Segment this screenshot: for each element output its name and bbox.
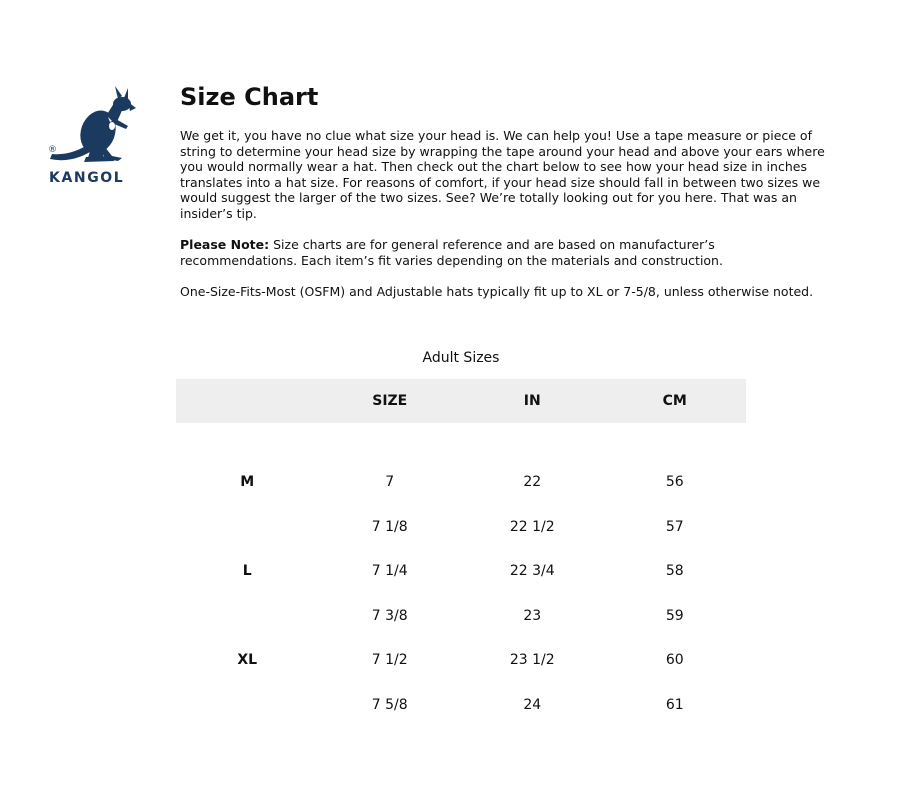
cm-cell: 56 [665, 474, 684, 491]
column-header-label [176, 379, 319, 423]
table-row [176, 460, 746, 505]
brand-name: KANGOL [49, 170, 125, 186]
row-label: L [242, 563, 252, 580]
note-paragraph [180, 237, 825, 268]
size-cell: 7 3/8 [371, 607, 408, 624]
inches-cell: 22 [523, 474, 542, 491]
inches-cell: 24 [523, 696, 542, 713]
spacer-cell [176, 423, 319, 460]
inches-cell: 23 1/2 [509, 652, 555, 669]
cm-cell: 57 [665, 518, 684, 535]
table-row [176, 683, 746, 728]
size-cell: 7 [385, 474, 395, 491]
row-label [176, 683, 319, 728]
row-label [176, 505, 319, 550]
note-label: Please Note: [180, 237, 270, 253]
size-table [176, 379, 746, 727]
size-cell: 7 1/2 [371, 652, 408, 669]
table-row [176, 505, 746, 550]
size-cell: 7 1/8 [371, 518, 408, 535]
size-chart-content [180, 82, 825, 300]
inches-cell: 22 3/4 [509, 563, 555, 580]
registered-mark: ® [48, 145, 57, 155]
column-header-size: SIZE [319, 379, 462, 423]
page-title: Size Chart [180, 83, 319, 111]
column-header-in: IN [461, 379, 604, 423]
row-label [176, 594, 319, 639]
table-header-row [176, 379, 746, 423]
spacer-cell [319, 423, 462, 460]
column-header-cm: CM [604, 379, 747, 423]
intro-paragraph: We get it, you have no clue what size your head is. We can help you! Use a tape measure or piece of string to determine your head size by wrapping the tape around your head and above your ears where you would normally wear a hat. Then check out the chart below to see how your head size in inches translates into a hat size. For reasons of comfort, if your head size should fall in between two sizes we would suggest the larger of the two sizes. See? We’re totally looking out for you here. That was an insider’s tip. [180, 128, 825, 221]
inches-cell: 23 [523, 607, 542, 624]
inches-cell: 22 1/2 [509, 518, 555, 535]
cm-cell: 58 [665, 563, 684, 580]
table-spacer-row [176, 423, 746, 460]
table-row [176, 594, 746, 639]
cm-cell: 61 [665, 696, 684, 713]
size-cell: 7 1/4 [371, 563, 408, 580]
note-text: Size charts are for general reference and are based on manufacturer’s recommendations. Each item’s fit varies depending on the materials and construction. [180, 237, 723, 268]
table-row [176, 549, 746, 594]
table-row [176, 638, 746, 683]
osfm-paragraph: One-Size-Fits-Most (OSFM) and Adjustable hats typically fit up to XL or 7-5/8, unless otherwise noted. [180, 283, 814, 299]
cm-cell: 59 [665, 607, 684, 624]
kangol-logo [46, 84, 138, 188]
size-cell: 7 5/8 [371, 696, 408, 713]
spacer-cell [604, 423, 747, 460]
row-label: M [240, 474, 255, 491]
table-caption: Adult Sizes [422, 350, 500, 366]
row-label: XL [237, 652, 258, 669]
spacer-cell [461, 423, 604, 460]
cm-cell: 60 [665, 652, 684, 669]
kangaroo-icon [46, 84, 138, 170]
